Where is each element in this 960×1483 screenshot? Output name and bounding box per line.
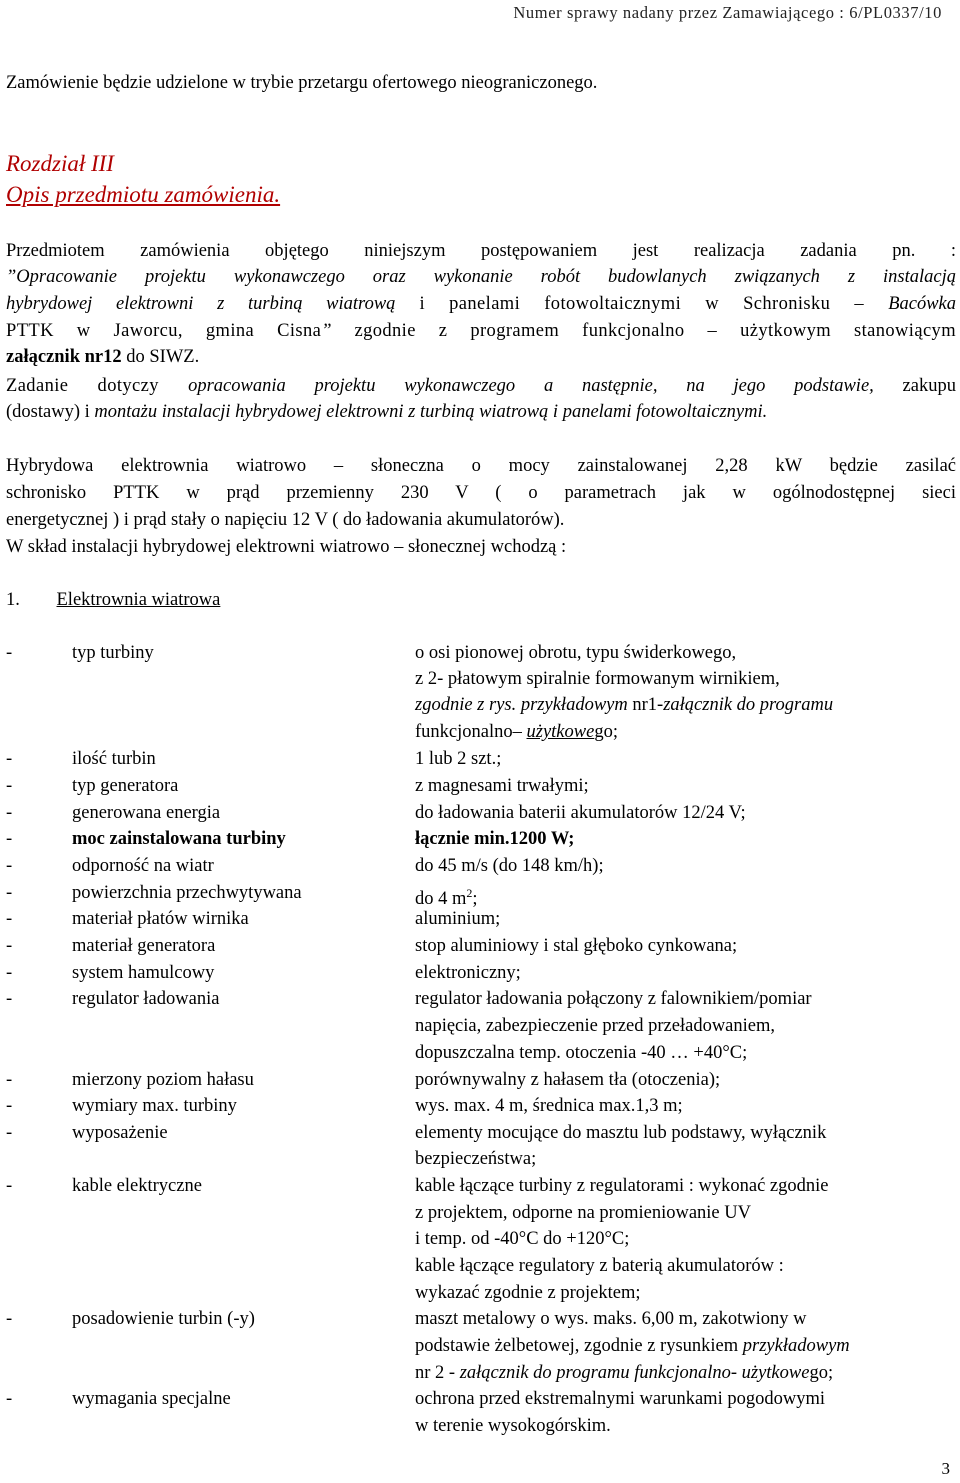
subject-line-5 — [6, 344, 199, 371]
spec-continuation — [6, 666, 956, 692]
program-end: go; — [594, 722, 618, 742]
spec-row-equipment — [6, 1120, 956, 1146]
spec-value: wys. max. 4 m, średnica max.1,3 m; — [415, 1096, 683, 1116]
foundation-text: podstawie żelbetowej, zgodnie z rysunkiem — [415, 1336, 743, 1356]
bullet-dash: - — [6, 909, 13, 929]
system-line-1: Hybrydowa elektrownia wiatrowo – słoneczna o mocy zainstalowanej 2,28 kW będzie zasilać — [6, 456, 956, 476]
spec-row-generator-type — [6, 773, 956, 799]
spec-value: łącznie min.1200 W; — [415, 829, 575, 849]
spec-row-generator-material — [6, 933, 956, 959]
spec-label: ilość turbin — [72, 749, 156, 769]
spec-value: 1 lub 2 szt.; — [415, 749, 502, 769]
spec-label: materiał płatów wirnika — [72, 909, 249, 929]
bullet-dash: - — [6, 1309, 13, 1329]
bullet-dash: - — [6, 749, 13, 769]
spec-value: bezpieczeństwa; — [415, 1149, 537, 1169]
program-text: funkcjonalno– — [415, 722, 527, 742]
spec-label: regulator ładowania — [72, 989, 220, 1009]
spec-label: typ turbiny — [72, 643, 154, 663]
spec-continuation — [6, 1253, 956, 1279]
bullet-dash: - — [6, 1096, 13, 1116]
subject-line-2: ”Opracowanie projektu wykonawczego oraz wykonanie robót budowlanych związanych z instalacją — [6, 267, 956, 287]
subject-line-3 — [6, 291, 956, 318]
bullet-dash: - — [6, 1123, 13, 1143]
page-number: 3 — [941, 1459, 950, 1478]
spec-value: elektroniczny; — [415, 963, 521, 983]
spec-row-turbine-type — [6, 640, 956, 666]
spec-continuation — [6, 1226, 956, 1252]
spec-value — [415, 1333, 850, 1360]
spec-value: o osi pionowej obrotu, typu świderkowego, — [415, 643, 737, 663]
spec-label: wymagania specjalne — [72, 1389, 231, 1409]
subject-line-4-text: zgodnie z programem funkcjonalno – użytkowym stanowiącym — [331, 321, 956, 341]
bullet-dash: - — [6, 776, 13, 796]
bullet-dash: - — [6, 1389, 13, 1409]
spec-value: maszt metalowy o wys. maks. 6,00 m, zakotwiony w — [415, 1309, 807, 1329]
spec-value: stop aluminiowy i stal głęboko cynkowana; — [415, 936, 738, 956]
drawing-number: nr1- — [627, 695, 664, 715]
spec-value: do 45 m/s (do 148 km/h); — [415, 856, 604, 876]
system-line-2: schronisko PTTK w prąd przemienny 230 V ( o parametrach jak w ogólnodostępnej sieci — [6, 483, 956, 503]
spec-value: kable łączące regulatory z baterią akumulatorów : — [415, 1256, 784, 1276]
spec-value — [415, 692, 833, 719]
foundation-attachment: załącznik do programu funkcjonalno- użytkowe — [459, 1363, 810, 1383]
spec-label: posadowienie turbin (-y) — [72, 1309, 255, 1329]
spec-continuation — [6, 1146, 956, 1172]
spec-row-special-requirements — [6, 1386, 956, 1412]
spec-label: wymiary max. turbiny — [72, 1096, 237, 1116]
system-line-4: W skład instalacji hybrydowej elektrowni wiatrowo – słonecznej wchodzą : — [6, 537, 567, 557]
subject-line-3-italic: hybrydowej elektrowni z turbiną wiatrową — [6, 294, 396, 314]
spec-value — [415, 1360, 833, 1387]
bullet-dash: - — [6, 1070, 13, 1090]
spec-label: materiał generatora — [72, 936, 216, 956]
spec-row-energy — [6, 800, 956, 826]
spec-label: powierzchnia przechwytywana — [72, 883, 302, 903]
chapter-title-text: Opis przedmiotu zamówienia. — [6, 182, 281, 207]
spec-label: kable elektryczne — [72, 1176, 202, 1196]
spec-value — [415, 719, 618, 746]
spec-label: generowana energia — [72, 803, 221, 823]
task-line-2-text: (dostawy) i — [6, 402, 95, 422]
spec-row-turbine-count — [6, 746, 956, 772]
task-line-2-italic: montażu instalacji hybrydowej elektrowni z turbiną wiatrową i panelami fotowoltaicznymi. — [94, 402, 768, 422]
spec-row-blade-material — [6, 906, 956, 932]
spec-label: system hamulcowy — [72, 963, 215, 983]
spec-label: mierzony poziom hałasu — [72, 1070, 254, 1090]
spec-value: wykazać zgodnie z projektem; — [415, 1283, 641, 1303]
bullet-dash: - — [6, 989, 13, 1009]
spec-value: ochrona przed ekstremalnymi warunkami pogodowymi — [415, 1389, 825, 1409]
section-number: 1. — [6, 590, 20, 610]
foundation-italic: przykładowym — [742, 1336, 850, 1356]
attachment-text: załącznik do programu — [663, 695, 834, 715]
chapter-title — [6, 180, 280, 210]
spec-label: typ generatora — [72, 776, 179, 796]
spec-value: porównywalny z hałasem tła (otoczenia); — [415, 1070, 721, 1090]
area-end: ; — [472, 889, 478, 910]
bullet-dash: - — [6, 643, 13, 663]
spec-continuation — [6, 1413, 956, 1439]
spec-continuation — [6, 1200, 956, 1226]
subject-line-1: Przedmiotem zamówienia objętego niniejszym postępowaniem jest realizacja zadania pn. : — [6, 241, 956, 261]
spec-row-dimensions — [6, 1093, 956, 1119]
spec-value: regulator ładowania połączony z falownikiem/pomiar — [415, 989, 812, 1009]
spec-row-brake-system — [6, 960, 956, 986]
spec-row-charge-regulator — [6, 986, 956, 1012]
task-line-1-italic: opracowania projektu wykonawczego a następnie, na jego podstawie, — [188, 376, 874, 396]
spec-continuation — [6, 719, 956, 745]
spec-label: moc zainstalowana turbiny — [72, 829, 286, 849]
spec-label: wyposażenie — [72, 1123, 168, 1143]
section-heading — [6, 587, 220, 614]
spec-continuation — [6, 692, 956, 718]
bullet-dash: - — [6, 963, 13, 983]
section-title: Elektrownia wiatrowa — [56, 590, 221, 610]
spec-value: z 2- płatowym spiralnie formowanym wirnikiem, — [415, 669, 780, 689]
subject-line-4-place: PTTK w Jaworcu, gmina Cisna — [6, 321, 322, 341]
spec-row-cables — [6, 1173, 956, 1199]
subject-line-5-text: do SIWZ. — [121, 347, 200, 367]
foundation-end: go; — [809, 1363, 834, 1383]
spec-value: kable łączące turbiny z regulatorami : wykonać zgodnie — [415, 1176, 829, 1196]
task-line-1 — [6, 373, 956, 400]
chapter-number-text: Rozdział III — [6, 151, 114, 176]
bullet-dash: - — [6, 936, 13, 956]
spec-continuation — [6, 1333, 956, 1359]
spec-value: z projektem, odporne na promieniowanie UV — [415, 1203, 751, 1223]
spec-row-power — [6, 826, 956, 852]
spec-value: napięcia, zabezpieczenie przed przeładowaniem, — [415, 1016, 776, 1036]
spec-continuation — [6, 1360, 956, 1386]
task-line-1-end: zakupu — [873, 376, 956, 396]
bullet-dash: - — [6, 883, 13, 903]
chapter-number — [6, 149, 114, 179]
spec-row-swept-area — [6, 880, 956, 910]
program-italic: użytkowe — [526, 722, 595, 742]
tender-mode-paragraph: Zamówienie będzie udzielone w trybie przetargu ofertowego nieograniczonego. — [6, 73, 598, 93]
area-value: do 4 m — [415, 889, 467, 910]
bullet-dash: - — [6, 829, 13, 849]
subject-line-4-quote: ” — [321, 321, 332, 341]
task-line-2 — [6, 399, 767, 426]
spec-continuation — [6, 1013, 956, 1039]
spec-value: i temp. od -40°C do +120°C; — [415, 1229, 630, 1249]
spec-label: odporność na wiatr — [72, 856, 214, 876]
subject-line-4 — [6, 318, 956, 345]
spec-continuation — [6, 1280, 956, 1306]
system-line-3: energetycznej ) i prąd stały o napięciu 12 V ( do ładowania akumulatorów). — [6, 510, 565, 530]
bullet-dash: - — [6, 803, 13, 823]
bullet-dash: - — [6, 856, 13, 876]
spec-value: aluminium; — [415, 909, 501, 929]
spec-value: z magnesami trwałymi; — [415, 776, 589, 796]
subject-line-3-place: Bacówka — [888, 294, 956, 314]
spec-row-wind-resistance — [6, 853, 956, 879]
spec-row-noise — [6, 1067, 956, 1093]
spec-value: do ładowania baterii akumulatorów 12/24 V; — [415, 803, 746, 823]
spec-row-foundation — [6, 1306, 956, 1332]
bullet-dash: - — [6, 1176, 13, 1196]
attachment-reference: załącznik nr12 — [6, 347, 122, 367]
spec-value: w terenie wysokogórskim. — [415, 1416, 611, 1436]
spec-value: elementy mocujące do masztu lub podstawy, wyłącznik — [415, 1123, 827, 1143]
spec-continuation — [6, 1040, 956, 1066]
area-exponent: 2 — [466, 886, 473, 900]
task-line-1-text: Zadanie dotyczy — [6, 376, 189, 396]
foundation-number: nr 2 - — [415, 1363, 460, 1383]
subject-line-3-text: i panelami fotowoltaicznymi w Schronisku – — [395, 294, 889, 314]
document-reference-header: Numer sprawy nadany przez Zamawiającego : 6/PL0337/10 — [513, 3, 942, 22]
spec-value: dopuszczalna temp. otoczenia -40 … +40°C; — [415, 1043, 748, 1063]
drawing-reference: zgodnie z rys. przykładowym — [415, 695, 628, 715]
